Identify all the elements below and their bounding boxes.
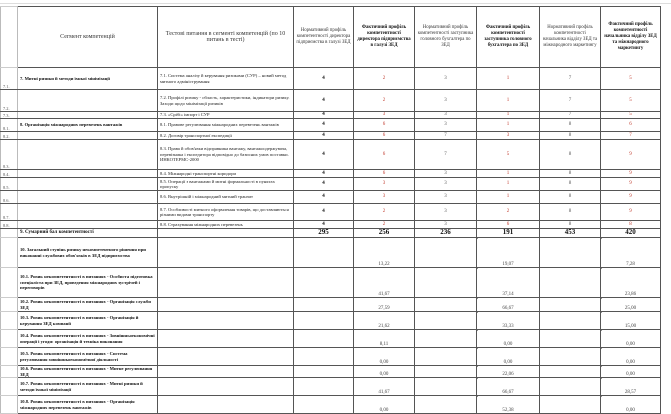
total-score-cell: 236	[415, 229, 477, 238]
empty-cell	[540, 378, 601, 396]
table-row	[1, 119, 661, 132]
empty-cell	[415, 312, 477, 330]
risk-label: 10.7. Ризик некомпетентності в питаннях - Митні ризики й методи їхньої мінімізації	[18, 378, 158, 396]
risk-value-head: 7,28	[601, 238, 661, 268]
score-cell: 2	[354, 204, 415, 221]
empty-cell	[294, 268, 354, 298]
competence-table	[0, 6, 661, 414]
score-cell: 4	[294, 178, 354, 191]
risk-value-head: 0,00	[601, 396, 661, 414]
row-number: 8.6.	[1, 191, 18, 204]
score-cell: 5	[601, 112, 661, 119]
score-cell: 5	[601, 90, 661, 112]
empty-cell	[158, 366, 294, 378]
total-label: 9. Сумарний бал компетентності	[18, 229, 158, 238]
risk-value-director: 8,11	[354, 330, 415, 348]
row-number-cell	[1, 396, 18, 414]
table-row	[1, 140, 661, 170]
score-cell: 8	[540, 178, 601, 191]
score-cell: 8	[540, 191, 601, 204]
empty-cell	[294, 238, 354, 268]
score-cell: 1	[477, 68, 540, 90]
row-number-cell	[1, 378, 18, 396]
score-cell: 3	[354, 191, 415, 204]
score-cell: 2	[354, 90, 415, 112]
score-cell: 9	[601, 191, 661, 204]
score-cell: 9	[601, 170, 661, 178]
score-cell: 6	[354, 140, 415, 170]
score-cell: 8	[540, 221, 601, 229]
score-cell: 7	[415, 132, 477, 140]
score-cell: 3	[415, 204, 477, 221]
score-cell: 1	[477, 112, 540, 119]
total-row	[1, 229, 661, 238]
empty-cell	[415, 238, 477, 268]
segment-cell	[18, 191, 158, 204]
segment-cell: 7. Митні ризики й методи їхньої мінімізації	[18, 68, 158, 90]
total-score-cell: 256	[354, 229, 415, 238]
risk-label: 10.6. Ризик некомпетентності в питаннях - Митне регулювання ЗЕД	[18, 366, 158, 378]
row-number-cell	[1, 298, 18, 312]
empty-cell	[415, 348, 477, 366]
row-number-cell	[1, 268, 18, 298]
score-cell: 3	[415, 112, 477, 119]
segment-cell	[18, 221, 158, 229]
risk-row	[1, 268, 661, 298]
row-number-cell	[1, 312, 18, 330]
empty-cell	[540, 348, 601, 366]
score-cell: 1	[477, 170, 540, 178]
score-cell: 6	[354, 170, 415, 178]
header-director-normative: Нормативний профіль компетентності директора підприємства в галузі ЗЕД	[294, 7, 354, 68]
question-cell: 8.2. Договір транспортної експедиції	[158, 132, 294, 140]
risk-value-head: 0,00	[601, 330, 661, 348]
risk-label: 10.5. Ризик некомпетентності в питаннях - Система регулювання зовнішньоекономічної діяльності	[18, 348, 158, 366]
risk-value-accountant: 0,00	[477, 330, 540, 348]
risk-value-accountant: 0,00	[477, 348, 540, 366]
score-cell: 4	[294, 191, 354, 204]
score-cell: 1	[477, 90, 540, 112]
score-cell: 7	[540, 90, 601, 112]
score-cell: 4	[294, 132, 354, 140]
score-cell: 8	[540, 119, 601, 132]
score-cell: 9	[601, 178, 661, 191]
risk-row	[1, 348, 661, 366]
score-cell: 4	[294, 204, 354, 221]
score-cell: 3	[415, 119, 477, 132]
score-cell: 3	[415, 191, 477, 204]
score-cell: 7	[540, 68, 601, 90]
segment-cell	[18, 178, 158, 191]
question-cell: 7.2. Профілі ризику - область, характеристики, індикатори ризику. Заходи щодо мінімізації ризиків	[158, 90, 294, 112]
risk-label: 10.4. Ризик некомпетентності в питаннях - Зовнішньоекономічні операції і угоди: організація й техніка виконання	[18, 330, 158, 348]
row-number-cell	[1, 348, 18, 366]
risk-label: 10.2. Ризик некомпетентності в питаннях - Організація служби ЗЕД	[18, 298, 158, 312]
segment-cell	[18, 132, 158, 140]
row-number: 8.5.	[1, 178, 18, 191]
score-cell: 4	[294, 68, 354, 90]
risk-row	[1, 298, 661, 312]
empty-cell	[540, 312, 601, 330]
table-row	[1, 170, 661, 178]
risk-value-accountant: 33,33	[477, 312, 540, 330]
empty-cell	[158, 396, 294, 414]
score-cell: 3	[415, 221, 477, 229]
question-cell: 8.8. Страхування міжнародних перевезень	[158, 221, 294, 229]
empty-cell	[540, 298, 601, 312]
segment-cell: 8. Організація міжнародних перевезень вантажів	[18, 119, 158, 132]
total-score-cell: 295	[294, 229, 354, 238]
empty-cell	[540, 330, 601, 348]
table-row	[1, 191, 661, 204]
risk-value-director: 21,62	[354, 312, 415, 330]
score-cell: 3	[415, 90, 477, 112]
risk-value-head: 25,00	[601, 298, 661, 312]
row-number: 7.1.	[1, 68, 18, 90]
risk-value-head: 28,57	[601, 378, 661, 396]
score-cell: 7	[601, 132, 661, 140]
empty-cell	[158, 238, 294, 268]
empty-cell	[158, 312, 294, 330]
score-cell: 4	[294, 112, 354, 119]
row-number: 8.3.	[1, 140, 18, 170]
table-row	[1, 204, 661, 221]
empty-cell	[415, 378, 477, 396]
score-cell: 6	[354, 119, 415, 132]
risk-value-accountant: 22,06	[477, 366, 540, 378]
empty-cell	[415, 366, 477, 378]
row-number: 8.7.	[1, 204, 18, 221]
score-cell: 6	[477, 221, 540, 229]
empty-cell	[294, 348, 354, 366]
table-row	[1, 68, 661, 90]
empty-cell	[158, 298, 294, 312]
score-cell: 2	[354, 221, 415, 229]
score-cell: 1	[477, 191, 540, 204]
header-accountant-normative: Нормативний профіль компетентності заступника головного бухгалтера по ЗЕД	[415, 7, 477, 68]
question-cell: 8.5. Операції з вантажами й митні формальності в пунктах пропуску	[158, 178, 294, 191]
empty-cell	[158, 229, 294, 238]
score-cell: 6	[354, 132, 415, 140]
score-cell: 8	[540, 204, 601, 221]
row-number: 8.8.	[1, 221, 18, 229]
table-row	[1, 112, 661, 119]
empty-cell	[158, 330, 294, 348]
empty-cell	[158, 268, 294, 298]
empty-cell	[158, 378, 294, 396]
score-cell: 2	[354, 68, 415, 90]
score-cell: 7	[540, 112, 601, 119]
row-number-cell	[1, 7, 18, 68]
risk-value-accountant: 66,67	[477, 298, 540, 312]
score-cell: 5	[477, 140, 540, 170]
header-director-factual: Фактичний профіль компетентності директора підприємства в галузі ЗЕД	[354, 7, 415, 68]
score-cell: 8	[540, 170, 601, 178]
score-cell: 3	[354, 112, 415, 119]
score-cell: 5	[601, 68, 661, 90]
question-cell: 8.7. Особливості митного оформлення товарів, що доставляються різними видами транспорту	[158, 204, 294, 221]
header-head-factual: Фактичний профіль компетентності начальника відділу ЗЕД та міжнародного маркетингу	[601, 7, 661, 68]
segment-cell	[18, 140, 158, 170]
question-cell: 8.3. Права й обов'язки відправника вантажу, вантажоодержувача, перевізника і експедитора відповідно до базисних умов поставки. ИНКОТЕРМС-2000	[158, 140, 294, 170]
risk-row	[1, 378, 661, 396]
risk-row	[1, 396, 661, 414]
row-number: 7.2.	[1, 90, 18, 112]
score-cell: 1	[477, 178, 540, 191]
table-row	[1, 178, 661, 191]
header-accountant-factual: Фактичний профіль компетентності заступника головного бухгалтера по ЗЕД	[477, 7, 540, 68]
risk-value-director: 41,67	[354, 378, 415, 396]
question-cell: 7.1. Система аналізу й керування ризиками (СУР) – новий метод митного адміністрування	[158, 68, 294, 90]
row-number: 8.2.	[1, 132, 18, 140]
risk-label: 10. Загальний ступінь ризику некомпетентного рішення при виконанні службових обов'язків в ЗЕД підприємства	[18, 238, 158, 268]
empty-cell	[540, 396, 601, 414]
risk-row	[1, 238, 661, 268]
table-row	[1, 90, 661, 112]
score-cell: 4	[294, 119, 354, 132]
header-row	[1, 7, 661, 68]
row-number: 8.4.	[1, 170, 18, 178]
total-score-cell: 453	[540, 229, 601, 238]
empty-cell	[415, 298, 477, 312]
segment-cell	[18, 112, 158, 119]
empty-cell	[415, 268, 477, 298]
score-cell: 8	[540, 140, 601, 170]
score-cell: 9	[601, 140, 661, 170]
segment-cell	[18, 204, 158, 221]
score-cell: 6	[601, 119, 661, 132]
row-number-cell	[1, 366, 18, 378]
risk-value-accountant: 66,67	[477, 378, 540, 396]
empty-cell	[294, 312, 354, 330]
row-number: 7.3.	[1, 112, 18, 119]
empty-cell	[415, 330, 477, 348]
header-questions: Тестові питання в сегменті компетенцій (по 10 питань в тесті)	[158, 7, 294, 68]
question-cell: 8.6. Внутрішній і міжнародний митний транзит	[158, 191, 294, 204]
score-cell: 3	[415, 170, 477, 178]
risk-value-director: 0,00	[354, 366, 415, 378]
risk-value-head: 0,00	[601, 348, 661, 366]
risk-value-director: 0,00	[354, 396, 415, 414]
score-cell: 8	[601, 221, 661, 229]
table-row	[1, 221, 661, 229]
risk-value-head: 23,86	[601, 268, 661, 298]
risk-value-director: 27,59	[354, 298, 415, 312]
empty-cell	[294, 330, 354, 348]
risk-label: 10.8. Ризик некомпетентності в питаннях - Організація міжнародних перевезень вантажів	[18, 396, 158, 414]
empty-cell	[158, 348, 294, 366]
total-score-cell: 191	[477, 229, 540, 238]
question-cell: 8.1. Правове регулювання міжнародних перевезень вантажів	[158, 119, 294, 132]
question-cell: 7.3. «Срібі» імпорт і СУР	[158, 112, 294, 119]
total-score-cell: 420	[601, 229, 661, 238]
header-segment: Сегмент компетенцій	[18, 7, 158, 68]
risk-row	[1, 312, 661, 330]
segment-cell	[18, 170, 158, 178]
empty-cell	[540, 268, 601, 298]
score-cell: 3	[415, 68, 477, 90]
row-number-cell	[1, 330, 18, 348]
risk-label: 10.1. Ризик некомпетентності в питаннях - Особиста підготовка спеціаліста при ЗЕД, проведення міжнародних зустрічей і переговорів	[18, 268, 158, 298]
risk-row	[1, 366, 661, 378]
risk-value-accountant: 52,38	[477, 396, 540, 414]
score-cell: 3	[354, 178, 415, 191]
score-cell: 4	[294, 140, 354, 170]
empty-cell	[294, 366, 354, 378]
risk-value-accountant: 19,07	[477, 238, 540, 268]
score-cell: 3	[415, 178, 477, 191]
risk-value-head: 15,00	[601, 312, 661, 330]
score-cell: 9	[601, 204, 661, 221]
empty-cell	[540, 238, 601, 268]
gridline	[0, 3, 671, 4]
row-number-cell	[1, 238, 18, 268]
score-cell: 8	[540, 132, 601, 140]
empty-cell	[294, 298, 354, 312]
risk-value-director: 0,00	[354, 348, 415, 366]
risk-value-accountant: 37,14	[477, 268, 540, 298]
question-cell: 8.4. Міжнародні транспортні коридори	[158, 170, 294, 178]
score-cell: 7	[415, 140, 477, 170]
row-number: 8.1.	[1, 119, 18, 132]
empty-cell	[294, 396, 354, 414]
empty-cell	[540, 366, 601, 378]
score-cell: 4	[294, 170, 354, 178]
risk-row	[1, 330, 661, 348]
segment-cell	[18, 90, 158, 112]
table-row	[1, 132, 661, 140]
risk-label: 10.3. Ризик некомпетентності в питаннях - Організація й керування ЗЕД компанії	[18, 312, 158, 330]
risk-value-director: 41,67	[354, 268, 415, 298]
header-head-normative: Нормативний профіль компетентності начальника відділу ЗЕД та міжнародного маркетингу	[540, 7, 601, 68]
score-cell: 2	[477, 204, 540, 221]
score-cell: 4	[294, 90, 354, 112]
risk-value-head: 0,00	[601, 366, 661, 378]
score-cell: 1	[477, 119, 540, 132]
score-cell: 4	[294, 221, 354, 229]
empty-cell	[294, 378, 354, 396]
empty-cell	[415, 396, 477, 414]
score-cell: 3	[477, 132, 540, 140]
row-number-cell	[1, 229, 18, 238]
risk-value-director: 13,22	[354, 238, 415, 268]
